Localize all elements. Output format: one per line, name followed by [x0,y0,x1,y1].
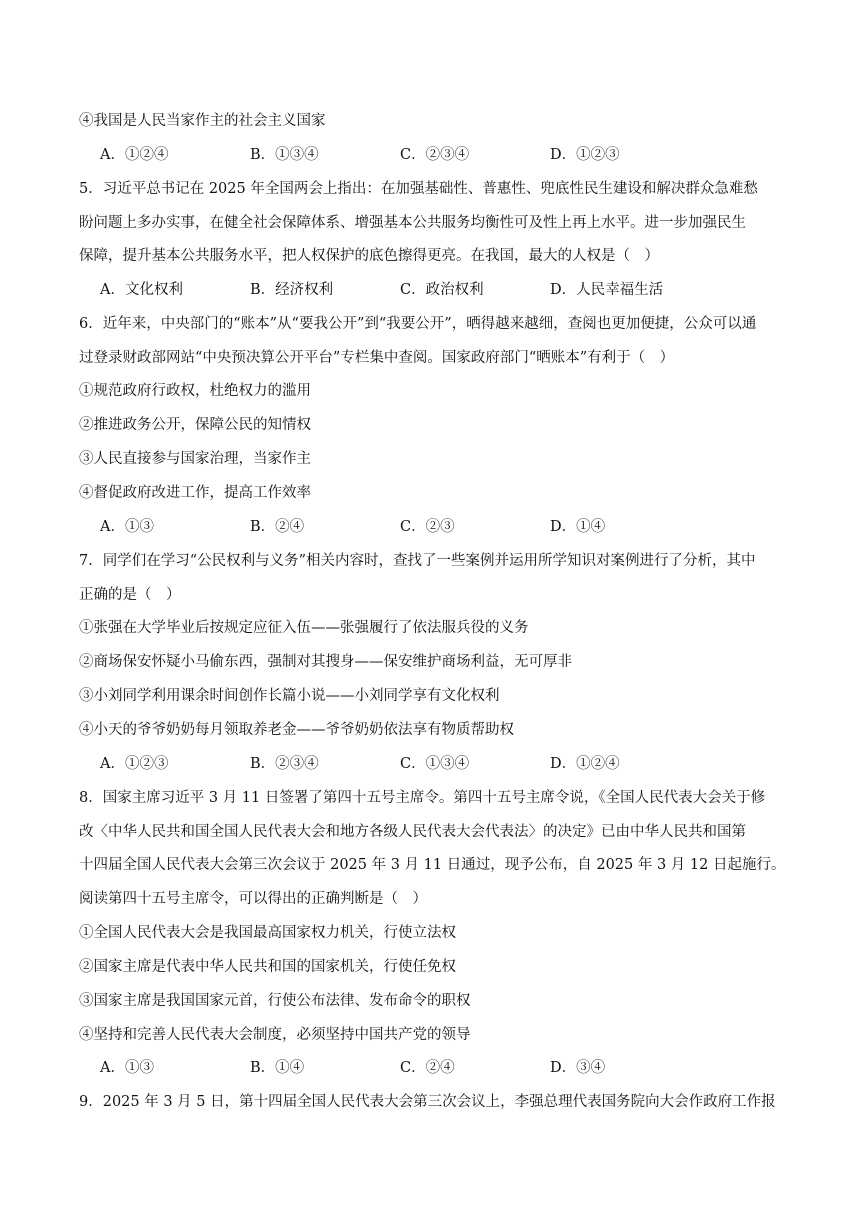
q7-stem-line-1: 7．同学们在学习“公民权利与义务”相关内容时，查找了一些案例并运用所学知识对案例进行了分析，其中 [79,553,756,569]
option-c[interactable]: C．②③④ [400,147,470,163]
q8-options [100,1058,700,1078]
q5-stem-line-3: 保障，提升基本公共服务水平，把人权保护的底色擦得更亮。在我国，最大的人权是（ ） [79,248,659,264]
q9-stem-line-1: 9．2025 年 3 月 5 日，第十四届全国人民代表大会第三次会议上，李强总理代表国务院向大会作政府工作报 [79,1094,776,1110]
q6-stem-line-2: 过登录财政部网站“中央预决算公开平台”专栏集中查阅。国家政府部门“晒账本”有利于（ ） [79,350,675,366]
option-b[interactable]: B．②③④ [250,756,319,772]
q7-statement-4: ④小天的爷爷奶奶每月领取养老金——爷爷奶奶依法享有物质帮助权 [79,722,514,738]
q7-statement-3: ③小刘同学利用课余时间创作长篇小说——小刘同学享有文化权利 [79,688,500,704]
option-a[interactable]: A．①②③ [100,756,169,772]
q6-statement-3: ③人民直接参与国家治理，当家作主 [79,451,311,467]
option-b[interactable]: B．①③④ [250,147,319,163]
q6-options [100,517,700,537]
q8-statement-2: ②国家主席是代表中华人民共和国的国家机关，行使任免权 [79,959,456,975]
q7-statement-1: ①张强在大学毕业后按规定应征入伍——张强履行了依法服兵役的义务 [79,620,529,636]
q7-stem-line-2: 正确的是（ ） [79,587,181,603]
option-b[interactable]: B．①④ [250,1060,305,1076]
option-d[interactable]: D．③④ [550,1060,606,1076]
q6-stem-line-1: 6．近年来，中央部门的“账本”从“要我公开”到“我要公开”，晒得越来越细，查阅也更加便捷，公众可以通 [79,316,757,332]
option-c[interactable]: C．①③④ [400,756,470,772]
option-a[interactable]: A．①③ [100,1060,154,1076]
option-a[interactable]: A．①②④ [100,147,169,163]
q8-statement-3: ③国家主席是我国国家元首，行使公布法律、发布命令的职权 [79,993,471,1009]
q5-stem-line-1: 5．习近平总书记在 2025 年全国两会上指出：在加强基础性、普惠性、兜底性民生建设和解决群众急难愁 [79,181,758,197]
q6-statement-2: ②推进政务公开，保障公民的知情权 [79,417,311,433]
option-b[interactable]: B．经济权利 [250,282,334,298]
option-d[interactable]: D．①②③ [550,147,620,163]
option-d[interactable]: D．①④ [550,519,606,535]
q7-options [100,754,700,774]
q8-statement-1: ①全国人民代表大会是我国最高国家权力机关，行使立法权 [79,925,456,941]
option-d[interactable]: D．①②④ [550,756,620,772]
q7-statement-2: ②商场保安怀疑小马偷东西，强制对其搜身——保安维护商场利益，无可厚非 [79,654,572,670]
option-a[interactable]: A．①③ [100,519,154,535]
q5-options [100,280,700,300]
option-a[interactable]: A．文化权利 [100,282,183,298]
option-d[interactable]: D．人民幸福生活 [550,282,664,298]
q6-statement-1: ①规范政府行政权，杜绝权力的滥用 [79,383,311,399]
q4-statement-4: ④我国是人民当家作主的社会主义国家 [79,113,326,129]
option-c[interactable]: C．②④ [400,1060,455,1076]
q4-options [100,145,700,165]
option-b[interactable]: B．②④ [250,519,305,535]
q5-stem-line-2: 盼问题上多办实事，在健全社会保障体系、增强基本公共服务均衡性可及性上再上水平。进一步加强民生 [79,215,746,231]
q8-stem-line-3: 十四届全国人民代表大会第三次会议于 2025 年 3 月 11 日通过，现予公布，自 2025 年 3 月 12 日起施行。 [79,857,786,873]
q8-statement-4: ④坚持和完善人民代表大会制度，必须坚持中国共产党的领导 [79,1027,471,1043]
q8-stem-line-1: 8．国家主席习近平 3 月 11 日签署了第四十五号主席令。第四十五号主席令说，《全国人民代表大会关于修 [79,790,766,806]
q6-statement-4: ④督促政府改进工作，提高工作效率 [79,485,311,501]
option-c[interactable]: C．②③ [400,519,455,535]
option-c[interactable]: C．政治权利 [400,282,484,298]
q8-stem-line-2: 改〈中华人民共和国全国人民代表大会和地方各级人民代表大会代表法〉的决定》已由中华人民共和国第 [79,824,746,840]
q8-stem-line-4: 阅读第四十五号主席令，可以得出的正确判断是（ ） [79,891,427,907]
